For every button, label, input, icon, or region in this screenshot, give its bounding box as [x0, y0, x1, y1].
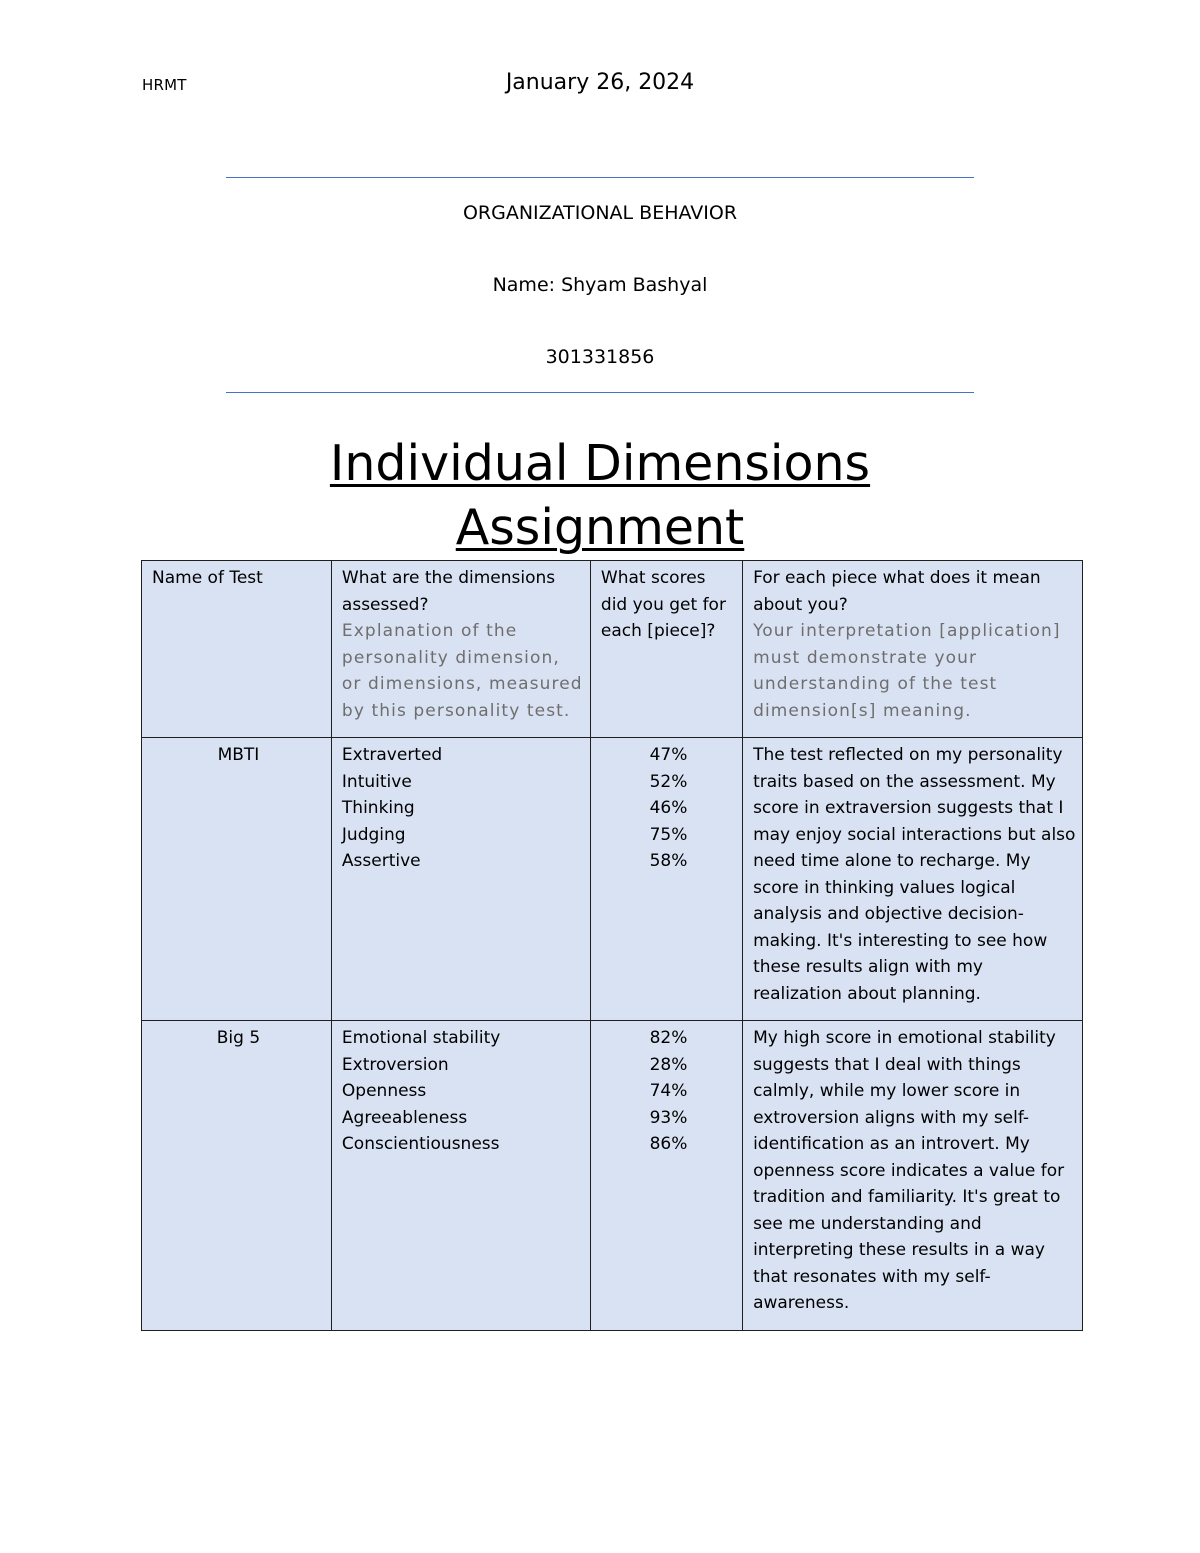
dimension-item: Judging: [341, 824, 406, 845]
dimensions-cell: [331, 738, 590, 1021]
interpretation-text: My high score in emotional stability suggests that I deal with things calmly, while my lower score in extroversion aligns with my self-identification as an introvert. My openness score indicates a value for tradition and familiarity. It's great to see me understanding and interpreting these results in a way that resonates with my self-awareness.: [753, 1028, 1065, 1313]
header-cell-dimensions: [331, 561, 590, 738]
course-title: ORGANIZATIONAL BEHAVIOR: [462, 202, 738, 224]
dimensions-cell: [331, 1021, 590, 1331]
cover-bottom-rule: [226, 392, 974, 393]
score-value: 86%: [649, 1134, 688, 1154]
header-dimensions-label: What are the dimensions assessed?: [341, 568, 556, 615]
dimension-item: Conscientiousness: [341, 1134, 500, 1154]
dimension-item: Intuitive: [341, 771, 412, 792]
dimension-item: Thinking: [341, 798, 415, 818]
table-row: [142, 1021, 1083, 1331]
dimension-item: Openness: [341, 1081, 427, 1101]
score-value: 47%: [649, 745, 688, 765]
interpretation-cell: [743, 1021, 1083, 1331]
score-value: 28%: [649, 1054, 688, 1075]
dimension-item: Agreeableness: [341, 1107, 468, 1128]
dimension-item: Extroversion: [341, 1054, 449, 1075]
student-name: Name: Shyam Bashyal: [492, 274, 708, 296]
dimensions-table: [141, 560, 1083, 1331]
test-name: Big 5: [216, 1028, 261, 1048]
test-name: MBTI: [217, 745, 260, 765]
table-header-row: [142, 561, 1083, 738]
header-meaning-label: For each piece what does it mean about you?: [753, 568, 1041, 615]
scores-cell: [590, 1021, 742, 1331]
score-value: 75%: [649, 824, 688, 845]
header-test-name-label: Name of Test: [152, 568, 263, 588]
header-course-code: HRMT: [142, 76, 187, 94]
header-dimensions-hint: Explanation of the personality dimension, or dimensions, measured by this personality test.: [341, 621, 583, 721]
scores-cell: [590, 738, 742, 1021]
test-name-cell: [142, 1021, 332, 1331]
cover-top-rule: [226, 177, 974, 178]
dimension-item: Extraverted: [341, 745, 443, 765]
test-name-cell: [142, 738, 332, 1021]
score-value: 46%: [649, 798, 688, 818]
table-row: [142, 738, 1083, 1021]
score-value: 58%: [649, 851, 688, 871]
header-scores-label: What scores did you get for each [piece]?: [600, 568, 726, 641]
interpretation-cell: [743, 738, 1083, 1021]
header-date: January 26, 2024: [505, 70, 695, 95]
header-cell-scores: [590, 561, 742, 738]
dimension-item: Assertive: [341, 851, 421, 871]
document-title: [0, 432, 1200, 560]
score-value: 93%: [649, 1107, 688, 1128]
score-value: 82%: [649, 1028, 688, 1048]
score-value: 74%: [649, 1081, 688, 1101]
score-value: 52%: [649, 771, 688, 792]
dimension-item: Emotional stability: [341, 1028, 501, 1048]
student-id: 301331856: [545, 346, 655, 368]
header-meaning-hint: Your interpretation [application] must demonstrate your understanding of the test dimension[s] meaning.: [753, 621, 1061, 721]
document-title-line-2: Assignment: [455, 499, 745, 556]
interpretation-text: The test reflected on my personality traits based on the assessment. My score in extraversion suggests that I may enjoy social interactions but also need time alone to recharge. My score in thinking values logical analysis and objective decision-making. It's interesting to see how these results align with my realization about planning.: [753, 745, 1076, 1004]
document-title-line-1: Individual Dimensions: [329, 435, 871, 492]
header-cell-test-name: [142, 561, 332, 738]
header-cell-meaning: [743, 561, 1083, 738]
